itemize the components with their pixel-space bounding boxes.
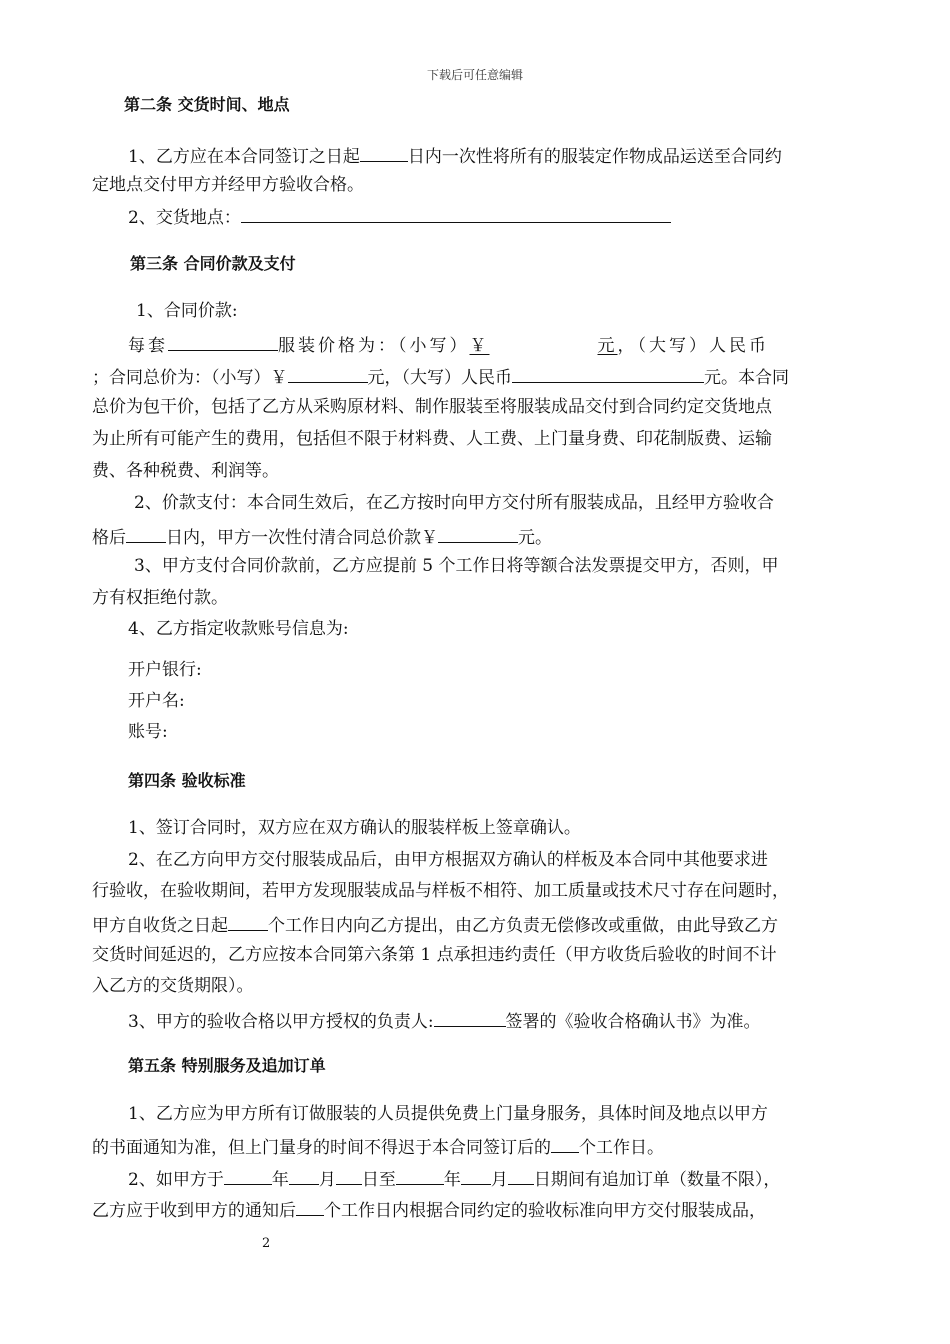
article-5-para-1-cont: 的书面通知为准，但上门量身的时间不得迟于本合同签订后的 个工作日。	[92, 1134, 872, 1159]
article-3-para-3: 3、甲方支付合同价款前，乙方应提前 5 个工作日将等额合法发票提交甲方，否则，甲	[134, 556, 779, 576]
article-4-para-2: 2、在乙方向甲方交付服装成品后，由甲方根据双方确认的样板及本合同中其他要求进	[128, 850, 768, 870]
blank-end-day[interactable]	[508, 1166, 534, 1185]
page-number: 2	[262, 1236, 271, 1251]
blank-payment-amount[interactable]	[438, 524, 518, 543]
article-3-unit-price: 每套 服装价格为：（小写）￥ 元，（大写）人民币	[128, 332, 908, 357]
blank-days[interactable]	[360, 143, 408, 162]
article-4-para-1: 1、签订合同时，双方应在双方确认的服装样板上签章确认。	[128, 818, 581, 838]
article-3-para-2: 2、价款支付：本合同生效后，在乙方按时向甲方交付所有服装成品，且经甲方验收合	[134, 493, 774, 513]
blank-delivery-place[interactable]	[241, 204, 671, 223]
article-3-total-cont-3: 费、各种税费、利润等。	[92, 461, 279, 481]
article-4-para-2-cont-4: 入乙方的交货期限）。	[92, 976, 254, 996]
article-5-para-1: 1、乙方应为甲方所有订做服装的人员提供免费上门量身服务，具体时间及地点以甲方	[128, 1104, 768, 1124]
blank-authorized-person[interactable]	[434, 1008, 506, 1027]
article-4-para-2-cont-2: 甲方自收货之日起 个工作日内向乙方提出，由乙方负责无偿修改或重做，由此导致乙方	[92, 912, 872, 937]
article-3-para-4: 4、乙方指定收款账号信息为:	[128, 619, 349, 639]
article-3-para-2-cont: 格后 日内，甲方一次性付清合同总价款￥ 元。	[92, 524, 872, 549]
blank-measure-days[interactable]	[551, 1134, 579, 1153]
article-4-heading: 第四条 验收标准	[128, 771, 246, 790]
article-3-total-cont-2: 为止所有可能产生的费用，包括但不限于材料费、人工费、上门量身费、印花制版费、运输	[92, 429, 772, 449]
article-3-total-price: ；合同总价为：（小写）￥ 元，（大写）人民币 元。本合同	[92, 364, 872, 389]
account-name-label: 开户名:	[128, 691, 185, 711]
blank-start-day[interactable]	[336, 1166, 362, 1185]
article-3-para-1: 1、合同价款:	[136, 301, 238, 321]
article-2-heading: 第二条 交货时间、地点	[124, 95, 290, 114]
article-5-para-2: 2、如甲方于 年 月 日至 年 月 日期间有追加订单（数量不限），	[128, 1166, 908, 1191]
blank-total-small[interactable]	[288, 364, 368, 383]
article-3-total-cont-1: 总价为包干价，包括了乙方从采购原材料、制作服装至将服装成品交付到合同约定交货地点	[92, 397, 772, 417]
blank-start-month[interactable]	[289, 1166, 319, 1185]
article-3-heading: 第三条 合同价款及支付	[130, 254, 296, 273]
article-4-para-2-cont-3: 交货时间延迟的，乙方应按本合同第六条第 1 点承担违约责任（甲方收货后验收的时间不计	[92, 945, 777, 965]
blank-acceptance-days[interactable]	[228, 912, 268, 931]
article-2-para-2: 2、交货地点：	[128, 204, 908, 229]
article-2-para-1: 1、乙方应在本合同签订之日起 日内一次性将所有的服装定作物成品运送至合同约	[128, 143, 908, 168]
bank-label: 开户银行:	[128, 660, 202, 680]
account-number-label: 账号:	[128, 722, 168, 742]
header-note: 下载后可任意编辑	[426, 68, 523, 82]
blank-payment-days[interactable]	[126, 524, 166, 543]
blank-end-month[interactable]	[461, 1166, 491, 1185]
blank-end-year[interactable]	[396, 1166, 444, 1185]
blank-start-year[interactable]	[224, 1166, 272, 1185]
article-3-para-3-cont: 方有权拒绝付款。	[92, 588, 228, 608]
article-5-heading: 第五条 特别服务及追加订单	[128, 1056, 326, 1075]
blank-unit-quantity[interactable]	[168, 332, 278, 351]
article-2-para-1-cont: 定地点交付甲方并经甲方验收合格。	[92, 175, 364, 195]
article-4-para-2-cont-1: 行验收，在验收期间，若甲方发现服装成品与样板不相符、加工质量或技术尺寸存在问题时，	[92, 881, 789, 901]
blank-additional-order-days[interactable]	[296, 1197, 324, 1216]
article-5-para-2-cont: 乙方应于收到甲方的通知后 个工作日内根据合同约定的验收标准向甲方交付服装成品，	[92, 1197, 872, 1222]
blank-total-rmb[interactable]	[512, 364, 704, 383]
article-4-para-3: 3、甲方的验收合格以甲方授权的负责人: 签署的《验收合格确认书》为准。	[128, 1008, 908, 1033]
